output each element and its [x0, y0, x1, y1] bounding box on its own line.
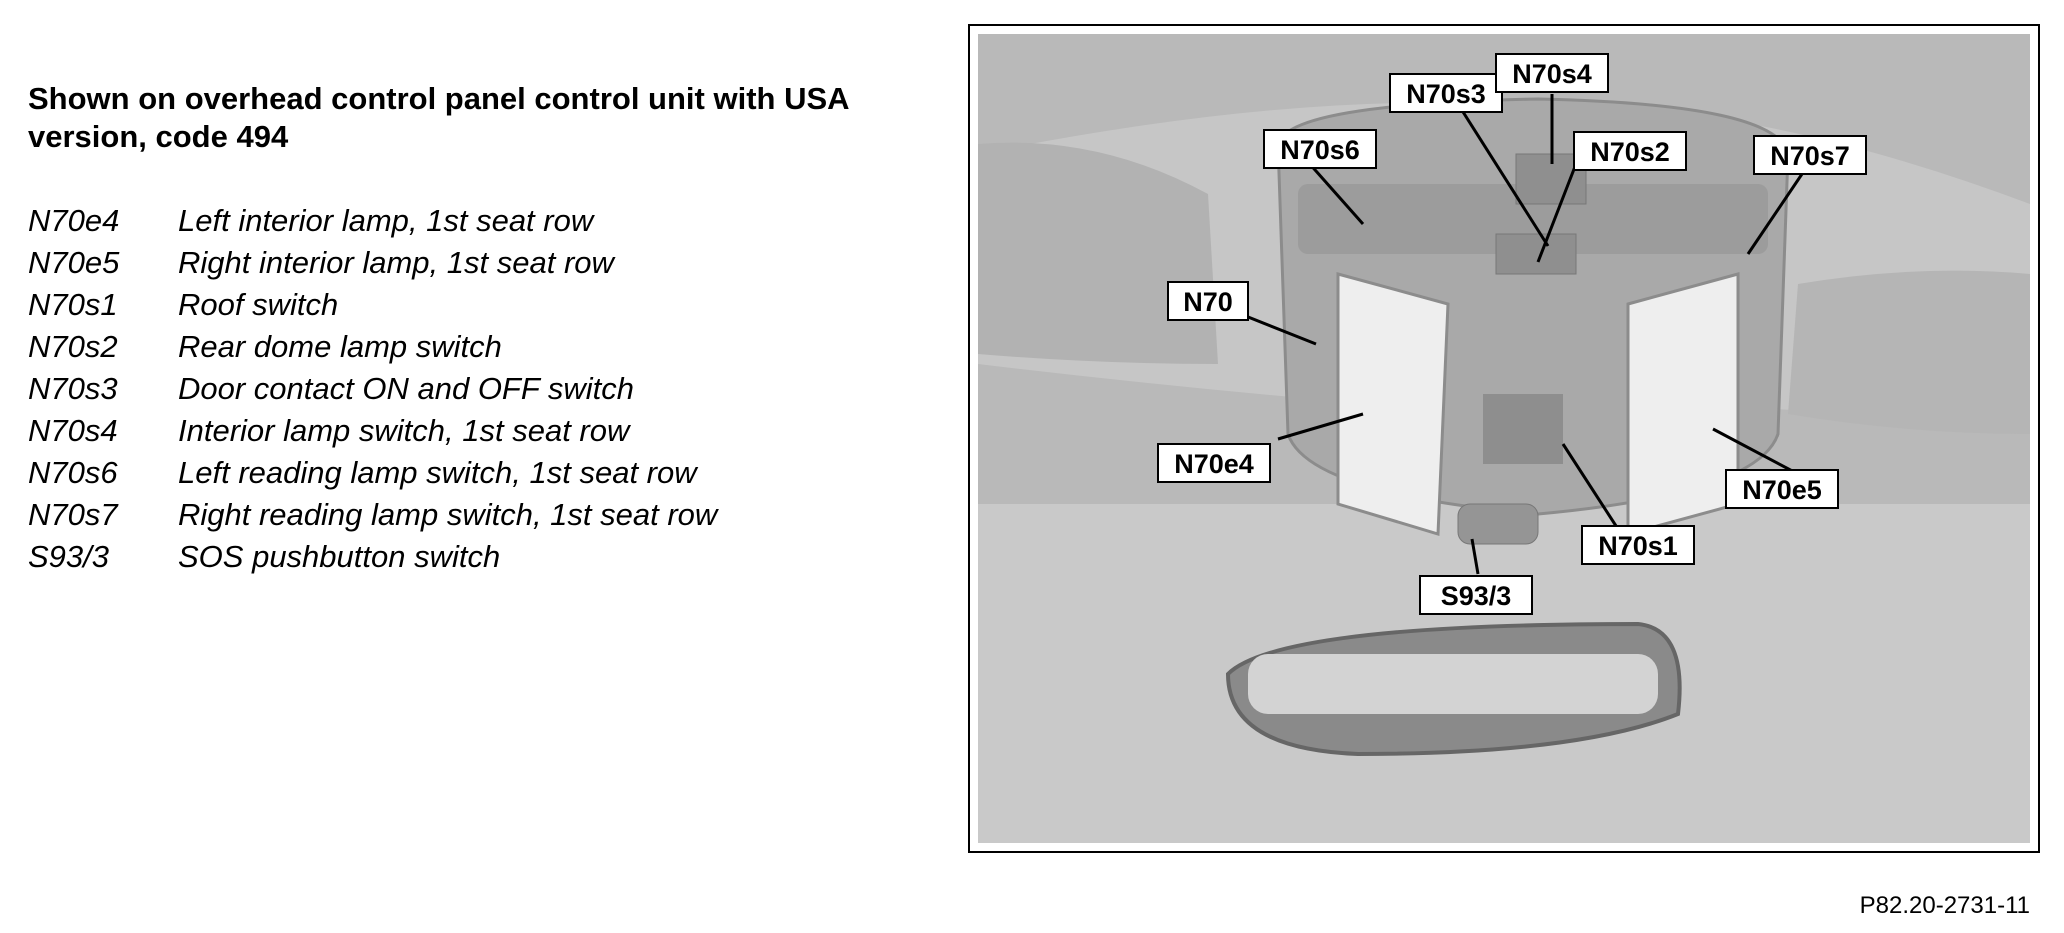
- legend-description: Roof switch: [178, 287, 339, 322]
- legend-item: [28, 200, 928, 242]
- legend-item: [28, 452, 928, 494]
- callout-label-n70e5: N70e5: [1742, 475, 1822, 505]
- callout-n70e4: [1158, 444, 1270, 482]
- legend-description: Interior lamp switch, 1st seat row: [178, 413, 630, 448]
- legend-description: Door contact ON and OFF switch: [178, 371, 634, 406]
- callout-n70s6: [1264, 130, 1376, 168]
- callout-n70s3: [1390, 74, 1502, 112]
- sos-button: [1458, 504, 1538, 544]
- legend-item: [28, 326, 928, 368]
- callout-n70s4: [1496, 54, 1608, 92]
- mirror-glass: [1248, 654, 1658, 714]
- right-interior-lamp: [1628, 274, 1738, 534]
- callout-s93-3: [1420, 576, 1532, 614]
- callout-n70s1: [1582, 526, 1694, 564]
- legend-code: N70s1: [28, 287, 118, 322]
- overhead-panel-photo: [978, 34, 2030, 843]
- callout-n70s7: [1754, 136, 1866, 174]
- callout-label-n70s6: N70s6: [1280, 135, 1360, 165]
- callout-n70s2: [1574, 132, 1686, 170]
- page-heading: Shown on overhead control panel control unit with USA version, code 494: [28, 81, 849, 154]
- legend-description: Right interior lamp, 1st seat row: [178, 245, 614, 280]
- legend-code: N70s7: [28, 497, 118, 532]
- legend-item: [28, 284, 928, 326]
- legend-code: N70e4: [28, 203, 120, 238]
- legend-code: N70s4: [28, 413, 118, 448]
- legend-description: Left interior lamp, 1st seat row: [178, 203, 594, 238]
- figure-reference-number: P82.20-2731-11: [1859, 892, 2030, 919]
- overhead-panel-figure: [968, 24, 2040, 853]
- legend-item: [28, 536, 928, 578]
- callout-label-n70s2: N70s2: [1590, 137, 1670, 167]
- callout-n70e5: [1726, 470, 1838, 508]
- legend-code: N70e5: [28, 245, 120, 280]
- callout-label-n70s3: N70s3: [1406, 79, 1486, 109]
- legend-code: S93/3: [28, 539, 110, 574]
- left-interior-lamp: [1338, 274, 1448, 534]
- switch-n70s2: [1496, 234, 1576, 274]
- callout-label-n70e4: N70e4: [1174, 449, 1254, 479]
- legend-description: Rear dome lamp switch: [178, 329, 502, 364]
- component-legend: [28, 200, 928, 578]
- legend-item: [28, 242, 928, 284]
- legend-code: N70s3: [28, 371, 118, 406]
- roof-switch: [1483, 394, 1563, 464]
- callout-label-n70s1: N70s1: [1598, 531, 1678, 561]
- callout-n70: [1168, 282, 1248, 320]
- legend-item: [28, 368, 928, 410]
- callout-label-n70s7: N70s7: [1770, 141, 1850, 171]
- legend-code: N70s6: [28, 455, 118, 490]
- callout-label-n70: N70: [1183, 287, 1233, 317]
- legend-code: N70s2: [28, 329, 118, 364]
- right-sun-visor: [1788, 271, 2030, 434]
- legend-description: SOS pushbutton switch: [178, 539, 501, 574]
- legend-item: [28, 410, 928, 452]
- legend-description: Right reading lamp switch, 1st seat row: [178, 497, 718, 532]
- callout-label-n70s4: N70s4: [1512, 59, 1592, 89]
- legend-item: [28, 494, 928, 536]
- callout-label-s93-3: S93/3: [1440, 581, 1512, 611]
- legend-description: Left reading lamp switch, 1st seat row: [178, 455, 697, 490]
